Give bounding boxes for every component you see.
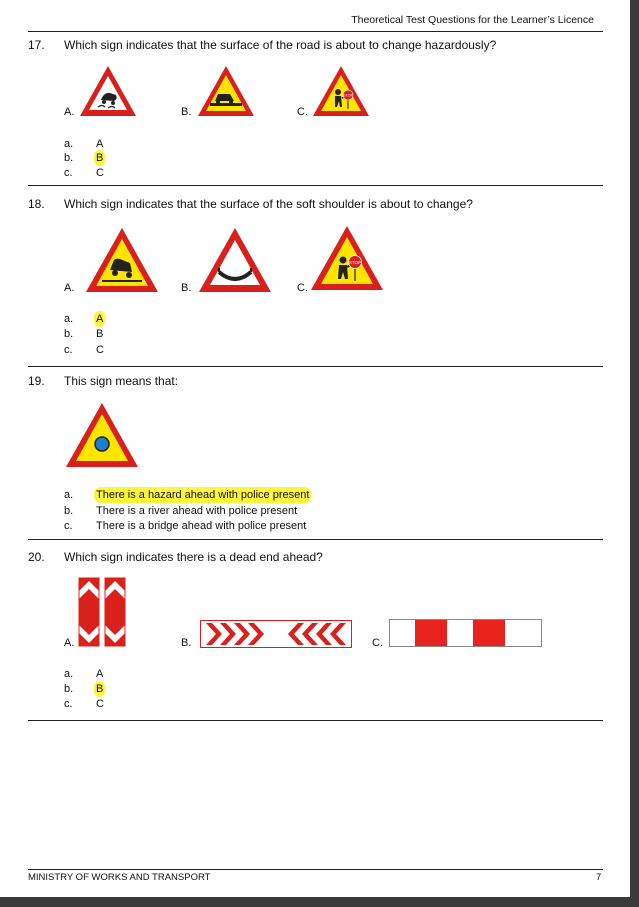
stop-text: STOP <box>348 260 362 266</box>
option-label: A. <box>64 106 75 118</box>
answer-value: There is a bridge ahead with police present <box>96 520 307 532</box>
page-number: 7 <box>596 872 602 883</box>
answer-value: C <box>96 167 104 179</box>
answer-letter: b. <box>64 505 74 517</box>
answer-value: B <box>96 328 104 340</box>
answer-letter: c. <box>64 167 73 179</box>
option-label: A. <box>64 282 75 294</box>
question-number: 19. <box>28 374 45 388</box>
question-text: Which sign indicates that the surface of the soft shoulder is about to change? <box>64 197 473 211</box>
answer-value: There is a hazard ahead with police present <box>96 489 310 501</box>
soft-shoulder-sign <box>84 226 160 294</box>
answer-letter: a. <box>64 489 74 501</box>
dead-end-board-sign <box>389 619 542 647</box>
footer-text: MINISTRY OF WORKS AND TRANSPORT <box>28 872 211 883</box>
roadworks-stop-sign <box>311 64 371 118</box>
answer-value: A <box>96 138 104 150</box>
question-number: 18. <box>28 197 45 211</box>
answer-letter: b. <box>64 683 74 695</box>
answer-value: There is a river ahead with police present <box>96 505 298 517</box>
question-text: Which sign indicates there is a dead end ahead? <box>64 550 323 564</box>
footer-rule <box>28 869 603 870</box>
option-label: A. <box>64 637 75 649</box>
section-divider <box>28 539 603 540</box>
page-header: Theoretical Test Questions for the Learner’s Licence <box>351 14 594 26</box>
option-label: C. <box>297 282 308 294</box>
answer-letter: c. <box>64 698 73 710</box>
dip-sign <box>197 226 273 294</box>
answer-letter: a. <box>64 138 74 150</box>
answer-letter: c. <box>64 520 73 532</box>
police-hazard-sign <box>64 401 140 469</box>
answer-value: C <box>96 698 104 710</box>
option-label: B. <box>181 106 192 118</box>
header-rule <box>28 31 603 32</box>
option-label: B. <box>181 637 192 649</box>
question-number: 20. <box>28 550 45 564</box>
answer-letter: c. <box>64 344 73 356</box>
chevron-posts-sign <box>78 577 126 647</box>
slippery-road-sign <box>78 64 138 118</box>
section-divider <box>28 185 603 186</box>
answer-letter: b. <box>64 152 74 164</box>
answer-value: B <box>96 683 104 695</box>
chevron-board-sign <box>200 620 352 648</box>
answer-letter: a. <box>64 313 74 325</box>
roadworks-stop-sign <box>309 224 385 294</box>
stop-text: STOP <box>343 93 353 98</box>
question-number: 17. <box>28 38 45 52</box>
answer-value: C <box>96 344 104 356</box>
section-divider <box>28 720 603 721</box>
answer-value: A <box>96 313 104 325</box>
question-text: Which sign indicates that the surface of the road is about to change hazardously? <box>64 38 497 52</box>
section-divider <box>28 366 603 367</box>
answer-value: A <box>96 668 104 680</box>
answer-value: B <box>96 152 104 164</box>
question-text: This sign means that: <box>64 374 179 388</box>
answer-letter: b. <box>64 328 74 340</box>
option-label: B. <box>181 282 192 294</box>
uneven-surface-sign <box>196 64 256 118</box>
option-label: C. <box>372 637 383 649</box>
answer-letter: a. <box>64 668 74 680</box>
option-label: C. <box>297 106 308 118</box>
